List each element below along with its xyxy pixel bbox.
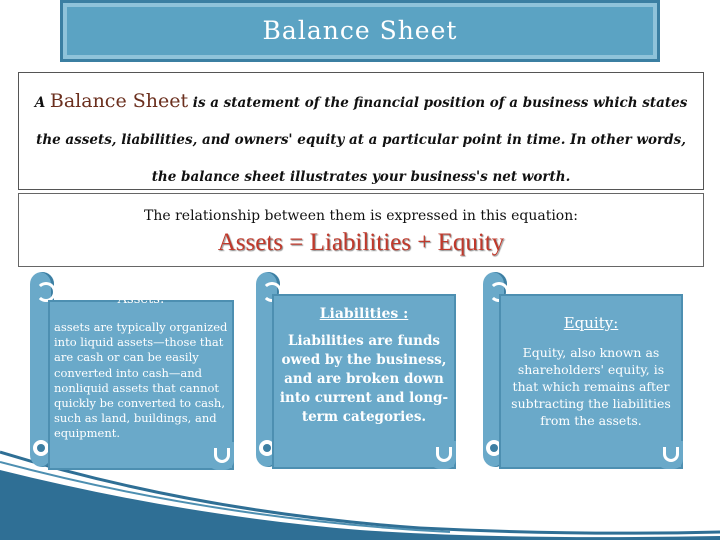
definition-emphasis: Balance Sheet <box>49 90 189 112</box>
assets-panel <box>48 292 234 470</box>
scroll-fold-icon <box>657 441 683 469</box>
scroll-fold-icon <box>430 441 456 469</box>
liabilities-scroll <box>256 272 456 487</box>
equity-panel <box>499 294 683 469</box>
equity-heading: Equity: <box>563 314 619 332</box>
assets-scroll <box>30 272 230 487</box>
definition-box <box>18 72 704 190</box>
equity-scroll <box>483 272 683 487</box>
equation-subtitle: The relationship between them is expressed in this equation: <box>144 208 578 224</box>
liabilities-heading: Liabilities : <box>319 306 409 322</box>
equity-text: Equity, also known as shareholders' equity, is that which remains after subtracting the liabilities from the assets. <box>511 345 671 428</box>
title-banner <box>60 0 660 62</box>
definition-lead: A <box>34 95 50 111</box>
assets-heading: Assets: <box>117 292 165 307</box>
assets-text: assets are typically organized into liquid assets—those that are cash or can be easily converted into cash—and nonliquid assets that cannot quickly be converted to cash, such as land, buildings, and equipment. <box>54 320 228 441</box>
definition-text <box>29 83 693 196</box>
page-title: Balance Sheet <box>262 15 458 45</box>
equation-formula: Assets = Liabilities + Equity <box>217 229 505 256</box>
definition-body: is a statement of the financial position of a business which states the assets, liabilities, and owners' equity at a particular point in time. In other words, the balance sheet illustrates your business's net worth. <box>36 95 688 185</box>
liabilities-panel <box>272 294 456 469</box>
scroll-fold-icon <box>208 442 234 470</box>
title-inner <box>73 9 647 51</box>
liabilities-text: Liabilities are funds owed by the business, and are broken down into current and long-term categories. <box>279 333 449 425</box>
equation-box <box>18 193 704 267</box>
scroll-curl-icon <box>33 440 49 456</box>
